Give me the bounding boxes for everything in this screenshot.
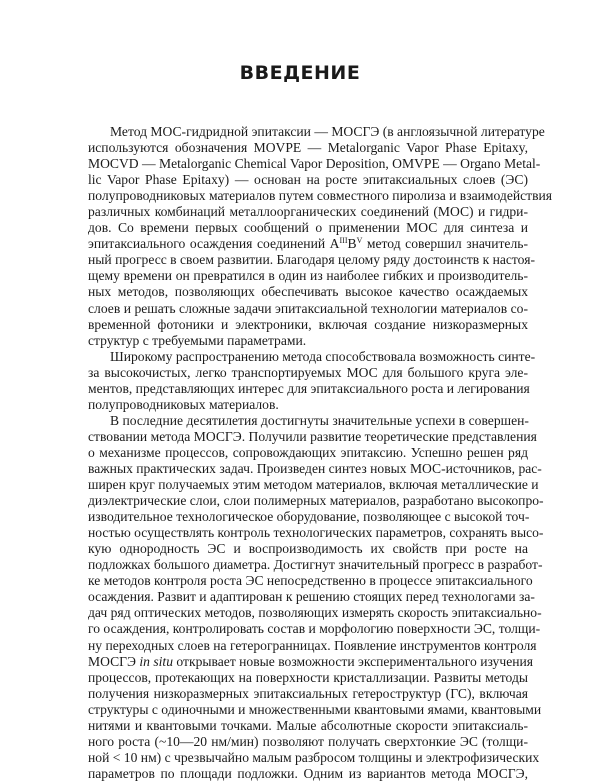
text-line: В последние десятилетия достигнуты значительные успехи в совершен- [110, 412, 529, 428]
paragraph-2 [88, 348, 536, 413]
body-text [88, 124, 553, 782]
text-line: осаждения. Развит и адаптирован к решению стоящих перед технологами за- [88, 589, 535, 605]
italic-term: in situ [139, 653, 174, 669]
text-line: lic Vapor Phase Epitaxy) — основан на росте эпитаксиальных слоев (ЭС) [88, 172, 528, 188]
text-line: подложках большого диаметра. Достигнут значительный прогресс в разработ- [88, 557, 543, 573]
text-segment: МОСГЭ [88, 653, 136, 669]
text-segment: метод совершил значитель- [366, 236, 528, 252]
text-line: MOCVD — Metalorganic Chemical Vapor Deposition, OMVPE — Organo Metal- [88, 156, 541, 172]
text-line: структур с требуемыми параметрами. [88, 332, 307, 348]
text-line: дов. Со времени первых сообщений о применении МОС для синтеза и [88, 220, 528, 236]
text-line: ментов, представляющих интерес для эпитаксиального роста и легирования [88, 380, 530, 396]
paragraph-1 [88, 124, 553, 349]
text-line: ного роста (~10—20 нм/мин) позволяют получать сверхтонкие ЭС (толщи- [88, 733, 528, 749]
text-line: изводительное технологическое оборудование, позволяющее с высокой точ- [88, 509, 530, 525]
text-line: ширен круг получаемых этим методом материалов, включая металлические и [88, 477, 539, 493]
text-line: используются обозначения MOVPE — Metalorganic Vapor Phase Epitaxy, [88, 140, 528, 156]
text-line: Широкому распространению метода способствовала возможность синте- [110, 348, 536, 364]
text-line: полупроводниковых материалов путем совместного пиролиза и взаимодействия [88, 188, 553, 204]
text-line [88, 653, 534, 670]
formula: $A^{III}B^V$ [329, 236, 363, 252]
text-line: ный прогресс в своем развитии. Благодаря целому ряду достоинств к настоя- [88, 252, 535, 268]
paragraph-3 [88, 412, 544, 782]
text-line: диэлектрические слои, слои полимерных материалов, разработано высокопро- [88, 493, 544, 509]
text-line: структуры с одиночными и множественными квантовыми ямами, квантовыми [88, 701, 542, 717]
text-line: получения низкоразмерных эпитаксиальных гетероструктур (ГС), включая [88, 685, 528, 701]
text-line: щему времени он превратился в один из наиболее гибких и производитель- [88, 268, 528, 284]
text-line: временной фотоники и электроники, включая создание низкоразмерных [88, 316, 528, 332]
page-title: ВВЕДЕНИЕ [239, 62, 361, 84]
text-line: ных методов, позволяющих обеспечивать высокое качество осаждаемых [88, 284, 528, 300]
text-line: ствовании метода МОСГЭ. Получили развитие теоретические представления [88, 428, 537, 444]
text-line: дач ряд оптических методов, позволяющих измерять скорость эпитаксиально- [88, 605, 542, 621]
text-line: ностью осуществлять контроль технологических параметров, сохранять высо- [88, 525, 544, 541]
text-line: важных практических задач. Произведен синтез новых МОС-источников, рас- [88, 460, 542, 476]
text-segment: открывает новые возможности экспериментального изучения [176, 653, 534, 669]
text-segment: эпитаксиального осаждения соединений [88, 236, 326, 252]
text-line: различных комбинаций металлоорганических соединений (МОС) и гидри- [88, 204, 528, 220]
text-line: параметров по площади подложки. Одним из вариантов метода МОСГЭ, [88, 765, 528, 781]
text-line: полупроводниковых материалов. [88, 396, 279, 412]
text-line: кую однородность ЭС и воспроизводимость их свойств при росте на [88, 541, 528, 557]
text-line: процессов, протекающих на поверхности кристаллизации. Развиты методы [88, 669, 528, 685]
text-line: за высокочистых, легко транспортируемых МОС для большого круга эле- [88, 364, 528, 380]
text-line: нитями и квантовыми точками. Малые абсолютные скорости эпитаксиаль- [88, 717, 528, 733]
text-line: слоев и решать сложные задачи эпитаксиальной технологии материалов со- [88, 300, 528, 316]
text-line: ной < 10 нм) с чрезвычайно малым разбросом толщины и электрофизических [88, 749, 540, 765]
text-line [88, 236, 528, 252]
text-line: ну переходных слоев на гетерогранницах. Появление инструментов контроля [88, 637, 537, 653]
text-line: о механизме процессов, сопровождающих эпитаксию. Успешно решен ряд [88, 444, 528, 460]
text-line: го осаждения, контролировать состав и морфологию поверхности ЭС, толщи- [88, 621, 541, 637]
text-line: ке методов контроля роста ЭС непосредственно в процессе эпитаксиального [88, 573, 533, 589]
text-line: Метод МОС-гидридной эпитаксии — МОСГЭ (в англоязычной литературе [110, 124, 545, 139]
